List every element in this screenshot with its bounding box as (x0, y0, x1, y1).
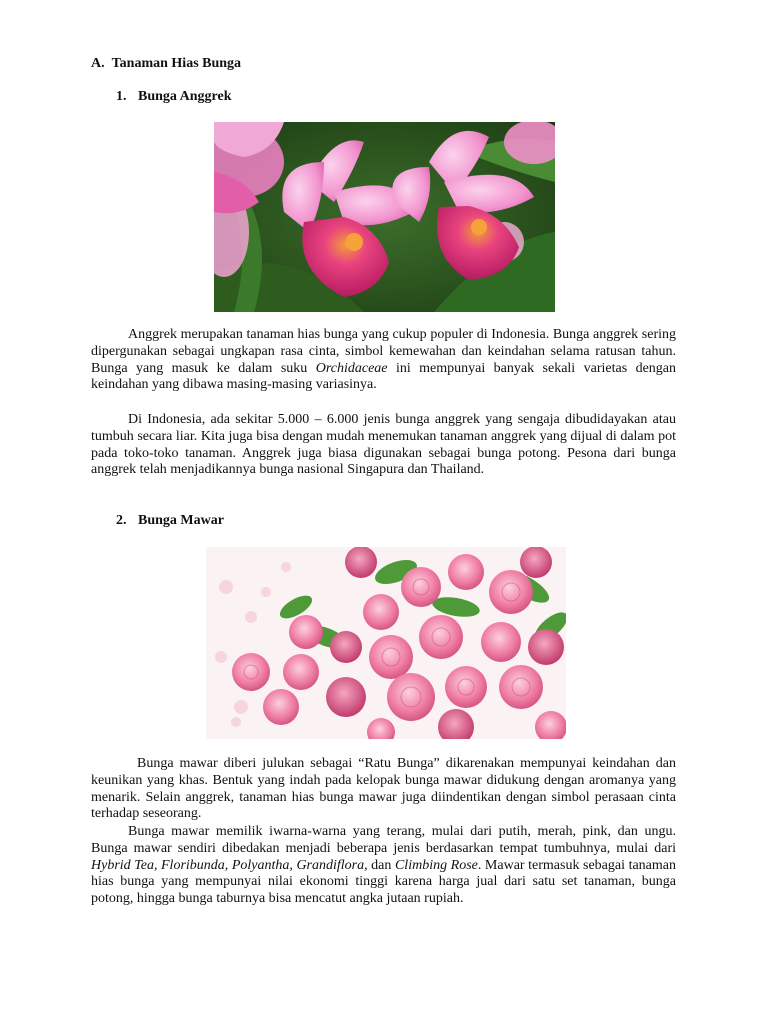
orchid-p1-text-b: ini mempunyai banyak sekali varietas dengan keindahan yang dibawa masing-masing variasinya. (91, 360, 676, 393)
orchid-number: 1. (116, 89, 127, 104)
orchid-paragraph-2 (91, 412, 676, 479)
rose-p2-text-b: . Mawar termasuk sebagai tanaman hias bunga yang mempunyai nilai ekonomi tinggi karena harga jual dari satu set tanaman, bunga potong, hingga bunga taburnya bisa mencatut angka jutaan rupiah. (91, 857, 676, 907)
orchid-heading (116, 89, 232, 105)
rose-photo (206, 547, 566, 739)
orchid-paragraph-1 (91, 327, 676, 394)
rose-p2-separator: , dan (364, 857, 395, 873)
rose-number: 2. (116, 513, 127, 528)
rose-paragraph-2 (91, 824, 676, 908)
rose-p1-text: Bunga mawar diberi julukan sebagai “Ratu Bunga” dikarenakan mempunyai keindahan dan keunikan yang khas. Bentuk yang indah pada kelopak bunga mawar didukung dengan aromanya yang menarik. Selain anggrek, tanaman hias bunga mawar juga diindentikan dengan simbol perasaan cinta terhadap seseorang. (91, 756, 676, 822)
rose-p2-text-a: Bunga mawar memilik iwarna-warna yang terang, mulai dari putih, merah, pink, dan ungu. Bunga mawar sendiri dibedakan menjadi beberapa jenis berdasarkan tempat tumbuhnya, mulai dari (91, 824, 676, 856)
rose-title: Bunga Mawar (138, 513, 224, 528)
section-letter: A. (91, 56, 105, 71)
rose-varieties-italic: Hybrid Tea, Floribunda, Polyantha, Grandiflora (91, 857, 365, 873)
orchid-p1-text-a: Anggrek merupakan tanaman hias bunga yang cukup populer di Indonesia. Bunga anggrek sering dipergunakan sebagai ungkapan rasa cinta, simbol kemewahan dan keindahan selama ratusan tahun. Bunga yang masuk ke dalam suku (91, 327, 676, 376)
rose-climbing-italic: Climbing Rose (394, 857, 478, 873)
orchid-title: Bunga Anggrek (138, 89, 232, 104)
section-heading (91, 56, 241, 72)
orchid-family-italic: Orchidaceae (315, 360, 388, 376)
orchid-p2-text: Di Indonesia, ada sekitar 5.000 – 6.000 jenis bunga anggrek yang sengaja dibudidayakan atau tumbuh secara liar. Kita juga bisa dengan mudah menemukan tanaman anggrek yang dijual di dalam pot pada toko-toko tanaman. Anggrek juga biasa digunakan sebagai bunga potong. Pesona dari bunga anggrek telah menjadikannya bunga nasional Singapura dan Thailand. (91, 412, 676, 478)
rose-paragraph-1 (91, 756, 676, 823)
section-title: Tanaman Hias Bunga (111, 56, 242, 71)
orchid-photo (214, 122, 555, 312)
rose-heading (116, 513, 224, 529)
